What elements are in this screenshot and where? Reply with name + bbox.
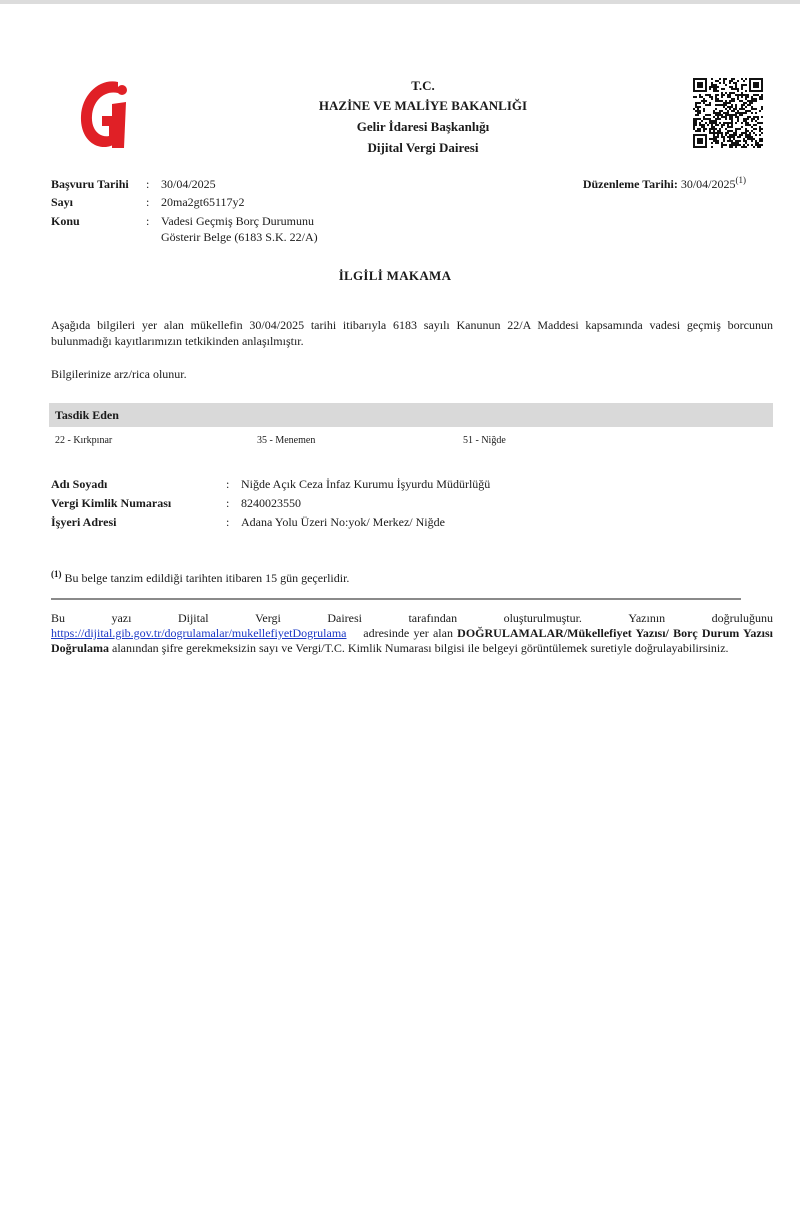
sayi-label: Sayı — [51, 195, 74, 209]
verification-bold: DOĞRULAMALAR/Mükellefiyet Yazısı/ Borç Durum Yazısı Doğrulama — [51, 626, 774, 655]
colon: : — [226, 515, 230, 529]
address-label: İşyeri Adresi — [51, 515, 117, 529]
verification-word: Dijital — [177, 611, 209, 625]
basvuru-label: Başvuru Tarihi — [51, 177, 129, 191]
vkn-value: 8240023550 — [241, 496, 301, 510]
colon: : — [146, 177, 150, 191]
name-label: Adı Soyadı — [51, 477, 108, 491]
verification-text-rest: alanından şifre gerekmeksizin sayı ve Vergi/T.C. Kimlik Numarası bilgisi ile belgeyi görüntülemek suretiyle doğrulayabilirsiniz. — [112, 641, 729, 655]
sayi-value: 20ma2gt65117y2 — [161, 195, 245, 209]
name-value: Niğde Açık Ceza İnfaz Kurumu İşyurdu Müdürlüğü — [241, 477, 491, 491]
body-paragraph: Aşağıda bilgileri yer alan mükellefin 30/04/2025 tarihi itibarıyla 6183 sayılı Kanunun 22/A Maddesi kapsamında vadesi geçmiş borcunun bulunmadığı kayıtlarımızın tetkikinden anlaşılmıştır. — [51, 318, 773, 348]
duzenleme-label: Düzenleme Tarihi: — [582, 177, 678, 191]
footnote-text: Bu belge tanzim edildiği tarihten itibaren 15 gün geçerlidir. — [64, 571, 350, 585]
konu-line-1: Vadesi Geçmiş Borç Durumunu — [161, 214, 314, 228]
verification-word: oluşturulmuştur. — [503, 611, 582, 625]
verification-word: tarafından — [408, 611, 458, 625]
closing-line: Bilgilerinize arz/rica olunur. — [51, 367, 187, 381]
verification-word: Dairesi — [327, 611, 362, 625]
colon: : — [226, 477, 230, 491]
duzenleme-note: (1) — [735, 175, 746, 185]
approval-item: 22 - Kırkpınar — [55, 435, 113, 446]
vkn-label: Vergi Kimlik Numarası — [51, 496, 172, 510]
document-title: İLGİLİ MAKAMA — [338, 268, 452, 283]
colon: : — [226, 496, 230, 510]
approvals-header: Tasdik Eden — [55, 408, 119, 422]
verification-text-after-url: adresinde yer alan — [363, 626, 453, 640]
verification-word: Yazının — [628, 611, 666, 625]
approval-item: 35 - Menemen — [257, 435, 316, 446]
verification-word: Bu — [51, 611, 66, 625]
header-ministry: HAZİNE VE MALİYE BAKANLIĞI — [318, 98, 528, 113]
footnote-marker: (1) — [51, 569, 62, 579]
header-department: Gelir İdaresi Başkanlığı — [356, 119, 490, 134]
colon: : — [146, 195, 150, 209]
duzenleme-value: 30/04/2025 — [680, 177, 736, 191]
verification-word: yazı — [111, 611, 132, 625]
duzenleme-tarihi — [583, 175, 746, 192]
verification-link[interactable]: https://dijital.gib.gov.tr/dogrulamalar/mukellefiyetDogrulama — [51, 626, 347, 640]
verification-block — [51, 611, 773, 656]
konu-label: Konu — [51, 214, 80, 228]
header-office: Dijital Vergi Dairesi — [367, 140, 479, 155]
basvuru-value: 30/04/2025 — [161, 177, 216, 191]
approvals-header-band — [49, 403, 773, 427]
verification-line-1 — [51, 611, 773, 626]
verification-word: Vergi — [255, 611, 281, 625]
address-value: Adana Yolu Üzeri No:yok/ Merkez/ Niğde — [241, 515, 445, 529]
approval-item: 51 - Niğde — [463, 435, 506, 446]
qr-code-icon — [693, 78, 763, 148]
verification-rest — [51, 626, 773, 656]
header-country: T.C. — [411, 78, 435, 93]
top-edge-bar — [0, 0, 800, 4]
colon: : — [146, 214, 150, 228]
verification-word: doğruluğunu — [711, 611, 773, 625]
footnote — [51, 569, 349, 586]
konu-line-2: Gösterir Belge (6183 S.K. 22/A) — [161, 230, 318, 244]
divider — [51, 598, 741, 600]
